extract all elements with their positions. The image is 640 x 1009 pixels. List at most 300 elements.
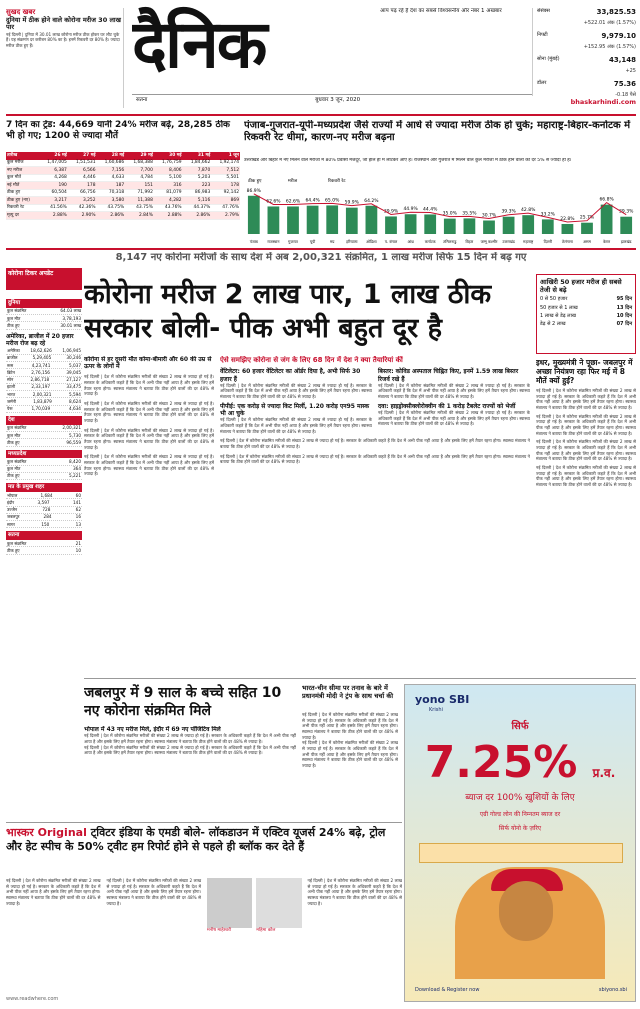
table-cell: 6,566	[68, 167, 97, 175]
mp-title: मध्यप्रदेश	[6, 450, 82, 459]
chart-legend-entry: रिकवरी रेट	[328, 179, 346, 184]
stat-row	[6, 514, 82, 521]
stat-cell: 4,23,741	[31, 362, 51, 368]
table-cell: 60,504	[39, 189, 68, 197]
divider	[6, 114, 636, 116]
table-cell: 1,47,005	[39, 160, 68, 167]
stat-row	[6, 406, 82, 413]
column-3-body: नई दिल्ली | देश में कोरोना संक्रमित मरीजों की संख्या 2 लाख से ज्यादा हो गई है। सरकार के अधिकारी कहते हैं कि देश में अभी पीक नहीं आया है और इसके लिए हमें तैयार रहना होगा। स्वास्थ्य मंत्रालय ने बताया कि ठीक होने वालों की दर 48% से ज्यादा है।	[536, 439, 636, 462]
chart-bar	[424, 214, 436, 234]
border-body: नई दिल्ली | देश में कोरोना संक्रमित मरीजों की संख्या 2 लाख से ज्यादा हो गई है। सरकार के अधिकारी कहते हैं कि देश में अभी पीक नहीं आया है और इसके लिए हमें तैयार रहना होगा। स्वास्थ्य मंत्रालय ने बताया कि ठीक होने वालों की दर 48% से ज्यादा है।	[302, 712, 398, 740]
table-cell: 1,51,531	[68, 160, 97, 167]
stat-cell: अमेरिका	[7, 348, 20, 354]
stat-cell: कुल मौत	[7, 432, 21, 438]
left-brief	[6, 8, 124, 108]
table-cell: 151	[125, 182, 154, 190]
stat-cell: 3,78,193	[62, 315, 81, 321]
chart-data-label: 39.3%	[619, 209, 634, 215]
table-cell: 11,388	[125, 197, 154, 205]
market-change: +152.95 अंक (1.57%)	[583, 44, 636, 50]
stat-row	[6, 391, 82, 398]
stat-row	[6, 425, 82, 432]
ad-rate: 7.25% प्र.व.	[424, 737, 616, 788]
photo-placeholder	[256, 878, 301, 928]
chart-category-label: प. बंगाल	[384, 239, 398, 244]
stat-cell: 18,62,626	[30, 348, 52, 354]
chart-category-label: आंध्र	[407, 239, 414, 244]
chart-category-label: महाराष्ट्र	[523, 239, 534, 244]
chart-legend-entry: मरीज	[288, 179, 298, 184]
border-story	[302, 712, 398, 820]
column-1-body: नई दिल्ली | देश में कोरोना संक्रमित मरीजों की संख्या 2 लाख से ज्यादा हो गई है। सरकार के अधिकारी कहते हैं कि देश में अभी पीक नहीं आया है और इसके लिए हमें तैयार रहना होगा। स्वास्थ्य मंत्रालय ने बताया कि ठीक होने वालों की दर 48% से ज्यादा है।	[84, 374, 214, 397]
face-shape	[499, 881, 553, 941]
ad-brand: yono SBI	[415, 693, 470, 706]
market-box	[532, 8, 636, 96]
jabalpur-body: नई दिल्ली | देश में कोरोना संक्रमित मरीजों की संख्या 2 लाख से ज्यादा हो गई है। सरकार के अधिकारी कहते हैं कि देश में अभी पीक नहीं आया है और इसके लिए हमें तैयार रहना होगा। स्वास्थ्य मंत्रालय ने बताया कि ठीक होने वालों की दर 48% से ज्यादा है।	[84, 733, 296, 744]
stat-row	[6, 398, 82, 405]
table-header: तारीख	[6, 152, 39, 160]
stat-row	[6, 540, 82, 547]
twitter-body: नई दिल्ली | देश में कोरोना संक्रमित मरीजों की संख्या 2 लाख से ज्यादा हो गई है। सरकार के अधिकारी कहते हैं कि देश में अभी पीक नहीं आया है और इसके लिए हमें तैयार रहना होगा। स्वास्थ्य मंत्रालय ने बताया कि ठीक होने वालों की दर 48% से ज्यादा है।	[307, 878, 402, 906]
stat-cell: 1,06,945	[62, 348, 81, 354]
table-cell: 3,252	[68, 197, 97, 205]
ad-special: सिर्फ	[511, 721, 529, 732]
table-cell: 7,700	[125, 167, 154, 175]
stat-cell: भारत	[7, 391, 16, 397]
stat-row	[6, 384, 82, 391]
border-headline: भारत-चीन सीमा पर तनाव के बारे में प्रधानमंत्री मोदी ने ट्रंप के साथ चर्चा की	[302, 684, 394, 701]
chart-data-label: 25.7%	[579, 215, 595, 221]
stat-row	[6, 432, 82, 439]
table-cell: 7,870	[183, 167, 212, 175]
chart-category-label: दिल्ली	[543, 239, 552, 244]
market-row: सेंसेक्स 33,825.53	[537, 8, 636, 16]
column-3-body: नई दिल्ली | देश में कोरोना संक्रमित मरीजों की संख्या 2 लाख से ज्यादा हो गई है। सरकार के अधिकारी कहते हैं कि देश में अभी पीक नहीं आया है और इसके लिए हमें तैयार रहना होगा। स्वास्थ्य मंत्रालय ने बताया कि ठीक होने वालों की दर 48% से ज्यादा है।	[536, 388, 636, 411]
table-cell: 43.75%	[97, 204, 126, 212]
ventilator-body: नई दिल्ली | देश में कोरोना संक्रमित मरीजों की संख्या 2 लाख से ज्यादा हो गई है। सरकार के अधिकारी कहते हैं कि देश में अभी पीक नहीं आया है और इसके लिए हमें तैयार रहना होगा। स्वास्थ्य मंत्रालय ने बताया कि ठीक होने वालों की दर 48% से ज्यादा है।	[220, 382, 372, 400]
stat-cell: उज्जैन	[7, 507, 18, 512]
survey-option-days: 10 दिन	[616, 312, 632, 319]
table-cell: 86,983	[183, 189, 212, 197]
chart-data-label: 65.0%	[325, 198, 340, 204]
table-cell: 178	[68, 182, 97, 190]
stat-cell: 27,127	[66, 377, 81, 383]
column-2	[220, 356, 530, 676]
column-1-body: नई दिल्ली | देश में कोरोना संक्रमित मरीजों की संख्या 2 लाख से ज्यादा हो गई है। सरकार के अधिकारी कहते हैं कि देश में अभी पीक नहीं आया है और इसके लिए हमें तैयार रहना होगा। स्वास्थ्य मंत्रालय ने बताया कि ठीक होने वालों की दर 48% से ज्यादा है।	[84, 454, 214, 477]
farmer-illustration	[455, 867, 605, 979]
stat-cell: 33,475	[66, 384, 81, 390]
chart-bar	[522, 215, 534, 234]
table-cell: ठीक हुए	[6, 189, 39, 197]
stat-cell: 4,634	[68, 406, 81, 412]
stat-cell: 60	[75, 492, 81, 498]
stat-cell: 3,597	[37, 499, 50, 505]
stat-cell: 21	[75, 540, 81, 546]
stat-cell: 30.01 लाख	[60, 322, 81, 328]
table-cell: 66,756	[68, 189, 97, 197]
jabalpur-headline: जबलपुर में 9 साल के बच्चे सहित 10 नए कोरोना संक्रमित मिले	[84, 685, 282, 720]
chart-bar	[581, 223, 593, 234]
stat-cell: 39,045	[66, 369, 81, 375]
table-cell: 3,217	[39, 197, 68, 205]
column-3-body: नई दिल्ली | देश में कोरोना संक्रमित मरीजों की संख्या 2 लाख से ज्यादा हो गई है। सरकार के अधिकारी कहते हैं कि देश में अभी पीक नहीं आया है और इसके लिए हमें तैयार रहना होगा। स्वास्थ्य मंत्रालय ने बताया कि ठीक होने वालों की दर 48% से ज्यादा है।	[536, 465, 636, 488]
stat-cell: 8,624	[69, 398, 81, 404]
survey-option-label: 1 लाख से डेढ़ लाख	[540, 312, 576, 319]
market-change: +522.01 अंक (1.57%)	[583, 20, 636, 26]
stat-row	[6, 547, 82, 554]
table-cell: 178	[211, 182, 240, 190]
footer-url[interactable]: www.readwhere.com	[6, 996, 59, 1002]
jabalpur-sub: भोपाल में 43 नए मरीज मिले, इंदौर में 69 नए पॉजिटिव मिले	[84, 726, 221, 733]
chart-data-label: 44.4%	[423, 207, 438, 213]
twitter-body: नई दिल्ली | देश में कोरोना संक्रमित मरीजों की संख्या 2 लाख से ज्यादा हो गई है। सरकार के अधिकारी कहते हैं कि देश में अभी पीक नहीं आया है और इसके लिए हमें तैयार रहना होगा। स्वास्थ्य मंत्रालय ने बताया कि ठीक होने वालों की दर 48% से ज्यादा है।	[6, 878, 101, 906]
stat-row	[6, 521, 82, 528]
chart-category-label: झारखंड	[620, 239, 632, 244]
tagline: आप पढ़ रहे हैं देश का सबसे विश्वसनीय और नंबर 1 अखबार	[380, 8, 502, 14]
chart-bar	[562, 224, 574, 234]
sbi-yono-advertisement[interactable]	[404, 684, 636, 1002]
brief-body: नई दिल्ली | दुनिया में 30.01 लाख कोरोना मरीज ठीक होकर घर लौट चुके हैं। यह संक्रमण दर करीबन 80% का है। इनमें रिकवरी दर 80% है। ज्यादा मरीज ठीक हुए हैं।	[6, 31, 120, 48]
table-cell: 5,203	[183, 174, 212, 182]
stat-cell: 8,420	[69, 458, 81, 464]
table-cell: 81,079	[154, 189, 183, 197]
survey-option-days: 07 दिन	[616, 321, 632, 327]
chart-category-label: हरियाणा	[346, 239, 358, 244]
beds-body: नई दिल्ली | देश में कोरोना संक्रमित मरीजों की संख्या 2 लाख से ज्यादा हो गई है। सरकार के अधिकारी कहते हैं कि देश में अभी पीक नहीं आया है और इसके लिए हमें तैयार रहना होगा। स्वास्थ्य मंत्रालय ने बताया कि ठीक होने वालों की दर 48% से ज्यादा है।	[378, 382, 530, 400]
stat-cell: कुल मौत	[7, 315, 21, 321]
stat-cell: 96,559	[66, 439, 81, 445]
chart-data-label: 62.6%	[285, 199, 301, 205]
medicine-body: नई दिल्ली | देश में कोरोना संक्रमित मरीजों की संख्या 2 लाख से ज्यादा हो गई है। सरकार के अधिकारी कहते हैं कि देश में अभी पीक नहीं आया है और इसके लिए हमें तैयार रहना होगा। स्वास्थ्य मंत्रालय ने बताया कि ठीक होने वालों की दर 48% से ज्यादा है।	[378, 409, 530, 427]
stat-cell: 2,76,156	[31, 369, 50, 375]
table-cell: 223	[183, 182, 212, 190]
table-cell: 2.86%	[183, 212, 212, 220]
chart-bar	[601, 205, 613, 234]
table-row	[6, 167, 240, 175]
stat-cell: ब्राजील	[7, 355, 18, 361]
chart-bar	[503, 217, 515, 234]
jabalpur-body: नई दिल्ली | देश में कोरोना संक्रमित मरीजों की संख्या 2 लाख से ज्यादा हो गई है। सरकार के अधिकारी कहते हैं कि देश में अभी पीक नहीं आया है और इसके लिए हमें तैयार रहना होगा। स्वास्थ्य मंत्रालय ने बताया कि ठीक होने वालों की दर 48% से ज्यादा है।	[84, 744, 296, 756]
table-row	[6, 204, 240, 212]
table-cell: 1,60,686	[97, 160, 126, 167]
recovery-chart-svg	[244, 176, 636, 246]
table-cell: 2.90%	[68, 212, 97, 220]
column-1-headline: कोरोना से हर दूसरी मौत कोमा-बीमारी और 60 की उम्र से ऊपर के लोगों में	[84, 356, 212, 371]
ticker-label: कोरोना टिकर अपडेट	[6, 268, 82, 290]
stat-row	[6, 473, 82, 480]
stat-row	[6, 348, 82, 355]
table-header: 29 मई	[125, 152, 154, 160]
table-cell: 4,784	[125, 174, 154, 182]
stat-cell: 2,00,321	[32, 391, 52, 397]
chart-category-label: गुजरात	[288, 239, 298, 244]
survey-option	[540, 296, 632, 302]
survey-option-label: डेढ़ से 2 लाख	[540, 321, 566, 327]
chart-bar	[385, 216, 397, 234]
chart-data-label: 35.5%	[462, 211, 477, 217]
survey-option-days: 13 दिन	[616, 304, 632, 311]
column-1-body: नई दिल्ली | देश में कोरोना संक्रमित मरीजों की संख्या 2 लाख से ज्यादा हो गई है। सरकार के अधिकारी कहते हैं कि देश में अभी पीक नहीं आया है और इसके लिए हमें तैयार रहना होगा। स्वास्थ्य मंत्रालय ने बताया कि ठीक होने वालों की दर 48% से ज्यादा है।	[84, 401, 214, 424]
newspaper-logo: दैनिक	[132, 5, 266, 83]
strap-headline: 8,147 नए कोरोना मरीजों के साथ देश में अब 2,00,321 संक्रमित, 1 लाख मरीज सिर्फ 15 दिन में बढ़ गए	[115, 252, 527, 263]
table-cell: 43.75%	[125, 204, 154, 212]
survey-option	[540, 313, 632, 319]
table-row	[6, 212, 240, 220]
table-header: 28 मई	[97, 152, 126, 160]
table-cell: 4,446	[68, 174, 97, 182]
stat-cell: 1,70,039	[31, 406, 51, 412]
table-header: 26 मई	[39, 152, 68, 160]
table-cell: 7,156	[97, 167, 126, 175]
chart-data-label: 22.8%	[560, 216, 575, 222]
city: सतना	[136, 97, 148, 104]
table-header: 31 मई	[183, 152, 212, 160]
chart-bar	[483, 220, 495, 234]
stat-cell: पेरू	[7, 406, 13, 412]
table-cell: मृत्यु दर	[6, 212, 39, 220]
table-cell: 5,501	[211, 174, 240, 182]
stat-cell: 284	[43, 514, 52, 520]
chart-category-label: यूपी	[309, 239, 316, 244]
stat-row	[6, 308, 82, 315]
beds-headline: बिस्तर: कोविड अस्पताल चिह्नित किए, इनमें 1.59 लाख बिस्तर रिजर्व रखे हैं	[378, 368, 519, 383]
ventilator-headline: वेंटिलेटर: 60 हजार वेंटिलेटर का ऑर्डर दिया है, अभी सिर्फ 30 हजार हैं	[220, 368, 361, 383]
table-cell: 2.79%	[211, 212, 240, 220]
stat-cell: 5,29,405	[32, 355, 52, 361]
stat-cell: 2,00,321	[62, 425, 81, 431]
chart-bar	[248, 196, 260, 234]
ad-cta[interactable]: Download & Register now	[415, 987, 480, 993]
world-title: दुनिया	[6, 299, 82, 308]
chart-category-label: बिहार	[465, 239, 474, 244]
table-cell: कुल मौतें	[6, 174, 39, 182]
table-cell: कुल मरीज	[6, 160, 39, 167]
site-url[interactable]: bhaskarhindi.com	[570, 98, 636, 106]
chart-data-label: 66.8%	[599, 197, 614, 203]
survey-box	[536, 274, 636, 354]
stat-row	[6, 499, 82, 506]
stat-cell: 2,33,197	[31, 384, 51, 390]
table-row	[6, 160, 240, 167]
chart-bar	[620, 217, 632, 234]
chart-data-label: 62.6%	[266, 199, 281, 205]
stat-cell: 16	[75, 514, 81, 520]
stat-row	[6, 492, 82, 499]
twitter-headline	[6, 826, 402, 854]
table-cell: 5,100	[154, 174, 183, 182]
india-title: देश	[6, 416, 82, 425]
table-cell: 316	[154, 182, 183, 190]
chart-data-label: 64.2%	[364, 198, 379, 204]
twitter-body: नई दिल्ली | देश में कोरोना संक्रमित मरीजों की संख्या 2 लाख से ज्यादा हो गई है। सरकार के अधिकारी कहते हैं कि देश में अभी पीक नहीं आया है और इसके लिए हमें तैयार रहना होगा। स्वास्थ्य मंत्रालय ने बताया कि ठीक होने वालों की दर 48% से ज्यादा है।	[106, 878, 201, 906]
survey-option-label: 0 से 50 हजार	[540, 296, 568, 303]
ad-line-3: सिर्फ योनो के ज़रिए	[498, 825, 542, 832]
market-change: +25	[625, 68, 636, 74]
table-cell: 187	[97, 182, 126, 190]
stat-cell: कुल संक्रमित	[7, 308, 27, 314]
table-cell: 44.37%	[183, 204, 212, 212]
stat-cell: 5,594	[68, 391, 81, 397]
table-header: 30 मई	[154, 152, 183, 160]
column-2-body: नई दिल्ली | देश में कोरोना संक्रमित मरीजों की संख्या 2 लाख से ज्यादा हो गई है। सरकार के अधिकारी कहते हैं कि देश में अभी पीक नहीं आया है और इसके लिए हमें तैयार रहना होगा। स्वास्थ्य मंत्रालय ने बताया कि ठीक होने वालों की दर 48% से ज्यादा है।	[220, 438, 530, 449]
chart-category-label: तमिलनाडु	[443, 239, 457, 244]
stat-cell: 141	[72, 499, 81, 505]
chart-data-label: 59.9%	[344, 200, 359, 206]
chart-data-label: 42.8%	[521, 208, 536, 214]
table-cell: 70,318	[97, 189, 126, 197]
table-cell: 7,512	[211, 167, 240, 175]
stat-cell: 1,83,879	[33, 398, 52, 404]
chart-bar	[346, 208, 358, 234]
column-3-headline: इधर, मुख्यमंत्री ने पूछा- जबलपुर में अच्छा नियंत्रण रहा फिर मई में 8 मौतें क्यों हुई?	[536, 358, 633, 385]
stat-row	[6, 362, 82, 369]
table-cell: 2.88%	[39, 212, 68, 220]
chart-legend-entry: ठीक हुए	[248, 179, 262, 184]
stat-cell: इंदौर	[7, 499, 15, 505]
photo-caption: मनीष माहेश्वरी	[207, 928, 232, 933]
chart-bar	[307, 206, 319, 234]
stat-row	[6, 507, 82, 514]
survey-option-days: 95 दिन	[616, 296, 632, 303]
stat-cell: इटली	[7, 384, 16, 390]
stat-row	[6, 377, 82, 384]
survey-option-label: 50 हजार से 1 लाख	[540, 304, 578, 311]
medicine-headline: दवा: हाइड्रोक्सीक्लोरोक्वीन की 1 करोड़ टैबलेट राज्यों को भेजीं	[378, 402, 516, 410]
ppe-body: नई दिल्ली | देश में कोरोना संक्रमित मरीजों की संख्या 2 लाख से ज्यादा हो गई है। सरकार के अधिकारी कहते हैं कि देश में अभी पीक नहीं आया है और इसके लिए हमें तैयार रहना होगा। स्वास्थ्य मंत्रालय ने बताया कि ठीक होने वालों की दर 48% से ज्यादा है।	[220, 417, 372, 434]
table-header: 1 जून	[211, 152, 240, 160]
top-deck: उत्तराखंड और बिहार में नए मिलने वाले मरीजों में 80% प्रवासी मजदूर, जो हाल ही में लौटकर आए हैं। राजस्थान और गुजरात में मिलने वाले कुल मरीजों में ठीक होने वालों की दर 5% से ज्यादा ही है।	[244, 158, 572, 163]
stat-cell: ठीक हुए	[7, 439, 20, 445]
stat-cell: ठीक हुए	[7, 322, 20, 328]
ad-url[interactable]: sbiyono.sbi	[598, 987, 627, 993]
stat-cell: 10	[75, 547, 81, 553]
table-row	[6, 189, 240, 197]
chart-category-label: जम्मू कश्मीर	[480, 239, 498, 244]
table-cell: रिकवरी रेट	[6, 204, 39, 212]
chart-bar	[366, 206, 378, 234]
table-cell: 4,633	[97, 174, 126, 182]
table-cell: 2.88%	[154, 212, 183, 220]
stat-cell: जर्मनी	[7, 398, 17, 404]
stat-cell: 13	[75, 521, 81, 527]
market-row: निफ्टी 9,979.10	[537, 32, 636, 40]
corona-trend-headline: 7 दिन का ट्रेंड: 44,669 यानी 24% मरीज बढ़े, 28,285 ठीक भी हो गए; 1200 से ज्यादा मौतें	[6, 120, 230, 141]
table-cell: 42.36%	[68, 204, 97, 212]
stat-row	[6, 355, 82, 362]
table-cell: 92,142	[211, 189, 240, 197]
table-cell: 2.86%	[97, 212, 126, 220]
chart-category-label: राजस्थान	[267, 239, 280, 244]
stat-cell: 150	[41, 521, 50, 527]
survey-option	[540, 305, 632, 311]
stat-row	[6, 315, 82, 322]
brief-headline: दुनिया में ठीक होने वाले कोरोना मरीज 30 लाख पार	[6, 15, 121, 32]
survey-option	[540, 321, 632, 327]
table-row	[6, 174, 240, 182]
stat-cell: 1,684	[40, 492, 53, 498]
lead-headline: कोरोना मरीज 2 लाख पार, 1 लाख ठीक सरकार बोली- पीक अभी बहुत दूर है	[84, 279, 492, 344]
table-cell: 5,116	[183, 197, 212, 205]
chart-bar	[444, 219, 456, 234]
stat-row	[6, 322, 82, 329]
stat-cell: स्पेन	[7, 377, 14, 383]
stat-cell: ठीक हुए	[7, 547, 20, 553]
dateline	[132, 94, 532, 106]
stat-cell: ब्रिटेन	[7, 369, 15, 375]
corona-trend-table	[6, 152, 240, 244]
ad-line-2: एग्री गोल्ड लोन की निम्नतम ब्याज दर	[479, 811, 561, 818]
chart-category-label: पंजाब	[249, 239, 258, 244]
stat-cell: ठीक हुए	[7, 473, 20, 479]
table-cell: 41.56%	[39, 204, 68, 212]
divider	[6, 248, 636, 250]
chart-data-label: 86.9%	[246, 188, 261, 194]
ppe-headline: पीपीई: एक करोड़ से ज्यादा किट मिलीं, 1.20 करोड़ एन95 मास्क भी आ चुके	[220, 402, 370, 417]
survey-question: आखिरी 50 हजार मरीज ही सबसे तेजी से बढ़े	[540, 278, 622, 295]
stat-row	[6, 439, 82, 446]
stat-cell: 5,221	[69, 473, 81, 479]
column-1	[84, 356, 214, 676]
column-3	[536, 358, 636, 676]
stat-cell: कुल संक्रमित	[7, 540, 27, 546]
twitter-headline-text: ट्विटर इंडिया के एमडी बोले- लॉकडाउन में एक्टिव यूजर्स 24% बढ़े, ट्रोल और हेट स्पीच के 50% ट्वीट हम रिपोर्ट होने से पहले ही ब्लॉक कर देते हैं	[6, 826, 386, 853]
table-header: 27 मई	[68, 152, 97, 160]
stat-cell: 64.03 लाख	[60, 308, 81, 314]
stat-cell: कुल संक्रमित	[7, 425, 27, 431]
satna-title: सतना	[6, 531, 82, 540]
stat-cell: भोपाल	[7, 492, 18, 498]
stat-row	[6, 369, 82, 376]
photo-caption: महिमा कौल	[256, 928, 276, 933]
column-1-body: नई दिल्ली | देश में कोरोना संक्रमित मरीजों की संख्या 2 लाख से ज्यादा हो गई है। सरकार के अधिकारी कहते हैं कि देश में अभी पीक नहीं आया है और इसके लिए हमें तैयार रहना होगा। स्वास्थ्य मंत्रालय ने बताया कि ठीक होने वालों की दर 48% से ज्यादा है।	[84, 427, 214, 450]
stat-cell: 364	[73, 466, 81, 472]
usa-headline: अमेरिका, ब्राजील में 20 हजार मरीज रोज बढ़ रहे	[6, 332, 74, 348]
ad-sub: Krishi	[429, 707, 443, 713]
table-cell: 8,406	[154, 167, 183, 175]
chart-bar	[464, 218, 476, 234]
chart-bar	[268, 206, 280, 234]
chart-category-label: केरल	[603, 239, 611, 244]
table-cell: 47.76%	[211, 204, 240, 212]
table-cell: ठीक हुए (नए)	[6, 197, 39, 205]
chart-category-label: उत्तराखंड	[502, 239, 515, 244]
table-cell: 1,84,662	[183, 160, 212, 167]
chart-category-label: असम	[583, 239, 591, 244]
stat-row	[6, 466, 82, 473]
chart-bar	[326, 205, 338, 234]
table-cell: 3,580	[97, 197, 126, 205]
column-2-body: नई दिल्ली | देश में कोरोना संक्रमित मरीजों की संख्या 2 लाख से ज्यादा हो गई है। सरकार के अधिकारी कहते हैं कि देश में अभी पीक नहीं आया है और इसके लिए हमें तैयार रहना होगा। स्वास्थ्य मंत्रालय ने बताया कि ठीक होने वालों की दर 48% से ज्यादा है।	[220, 453, 530, 465]
market-row: डॉलर 75.36	[537, 80, 636, 88]
table-cell: 190	[39, 182, 68, 190]
table-cell: 71,992	[125, 189, 154, 197]
chart-data-label: 64.4%	[305, 198, 320, 204]
chart-data-label: 39.3%	[501, 209, 516, 215]
column-2-headline: ऐसे समझिए कोरोना से जंग के लिए 68 दिन में देश ने क्या तैयारियां कीं	[220, 356, 403, 364]
recovery-chart	[244, 176, 636, 246]
chart-data-label: 44.9%	[403, 207, 418, 213]
chart-category-label: तेलंगाना	[561, 239, 573, 244]
border-body: नई दिल्ली | देश में कोरोना संक्रमित मरीजों की संख्या 2 लाख से ज्यादा हो गई है। सरकार के अधिकारी कहते हैं कि देश में अभी पीक नहीं आया है और इसके लिए हमें तैयार रहना होगा। स्वास्थ्य मंत्रालय ने बताया कि ठीक होने वालों की दर 48% से ज्यादा है।	[302, 740, 398, 769]
table-cell: 1,68,388	[125, 160, 154, 167]
stat-cell: रूस	[7, 362, 14, 368]
stat-cell: 30,246	[66, 355, 81, 361]
stat-row	[6, 458, 82, 465]
stat-cell: 5,037	[69, 362, 81, 368]
ad-line-1: ब्याज दर 100% खुशियों के लिए	[465, 793, 575, 803]
chart-bar	[542, 219, 554, 234]
stat-cell: जबलपुर	[7, 514, 20, 520]
